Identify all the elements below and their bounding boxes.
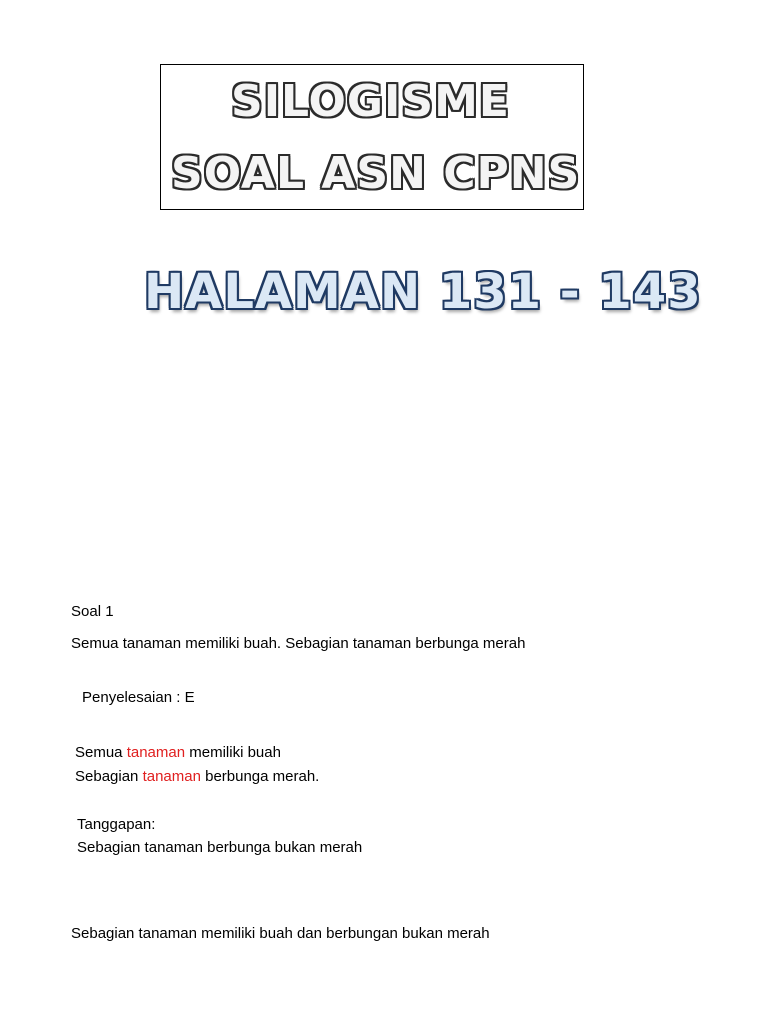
title-box — [160, 64, 584, 210]
premise-1-after: memiliki buah — [185, 744, 281, 761]
response-text: Sebagian tanaman berbunga bukan merah — [77, 839, 363, 856]
title-line-2: SOAL ASN CPNS — [171, 148, 581, 199]
response-label: Tanggapan: — [77, 816, 156, 833]
title-line-1: SILOGISME — [231, 76, 510, 127]
premise-1-highlight: tanaman — [126, 744, 186, 761]
question-label: Soal 1 — [71, 603, 114, 620]
premise-2-after: berbunga merah. — [200, 768, 320, 785]
conclusion: Sebagian tanaman memiliki buah dan berbungan bukan merah — [71, 925, 490, 942]
premise-statement: Semua tanaman memiliki buah. Sebagian tanaman berbunga merah — [71, 635, 526, 652]
pages-heading: HALAMAN 131 - 143 — [144, 264, 702, 320]
premise-1-before: Semua — [75, 744, 127, 761]
premise-2 — [75, 767, 319, 787]
premise-2-before: Sebagian — [75, 768, 143, 785]
premise-2-highlight: tanaman — [142, 768, 201, 785]
solution-label: Penyelesaian : E — [82, 689, 195, 706]
premise-1 — [75, 743, 281, 763]
